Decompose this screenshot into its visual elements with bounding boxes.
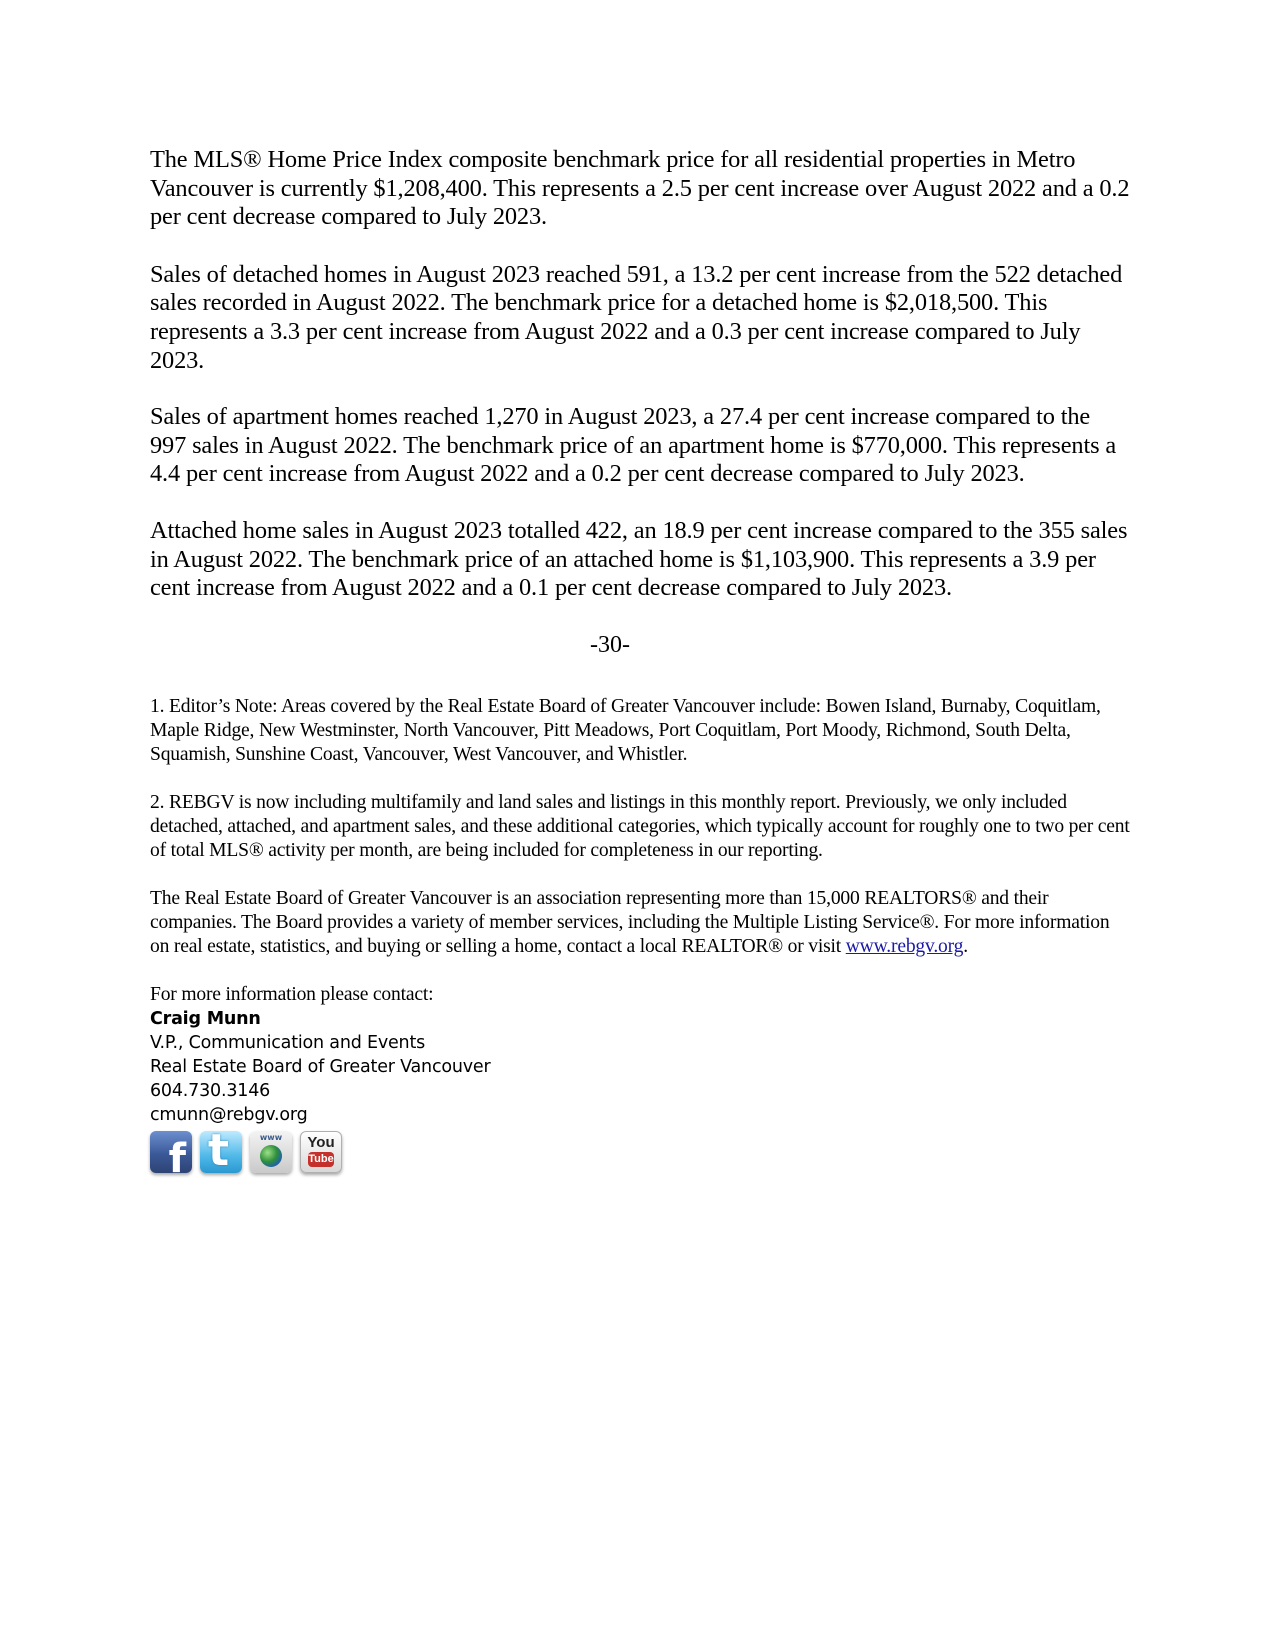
twitter-glyph: t: [208, 1130, 230, 1173]
youtube-icon[interactable]: [300, 1131, 342, 1173]
twitter-icon[interactable]: [200, 1131, 242, 1173]
contact-title: V.P., Communication and Events: [150, 1032, 426, 1053]
apartment-homes-paragraph: Sales of apartment homes reached 1,270 in August 2023, a 27.4 per cent increase compared to the 997 sales in August 2022. The benchmark price of an apartment home is $770,000. This represents a 4.4 per cent increase from August 2022 and a 0.2 per cent decrease compared to July 2023.: [150, 403, 1117, 488]
detached-homes-paragraph: Sales of detached homes in August 2023 reached 591, a 13.2 per cent increase from the 522 detached sales recorded in August 2022. The benchmark price for a detached home is $2,018,500. This represents a 3.3 per cent increase from August 2022 and a 0.3 per cent increase compared to July 2023.: [150, 260, 1123, 374]
attached-homes-paragraph: Attached home sales in August 2023 totalled 422, an 18.9 per cent increase compared to the 355 sales in August 2022. The benchmark price of an attached home is $1,103,900. This represents a 3.9 per cent increase from August 2022 and a 0.1 per cent decrease compared to July 2023.: [150, 516, 1128, 602]
social-links: [150, 1131, 1130, 1173]
about-trailing: .: [963, 935, 968, 957]
contact-phone: 604.730.3146: [150, 1080, 271, 1101]
facebook-icon[interactable]: [150, 1131, 192, 1173]
multifamily-note: 2. REBGV is now including multifamily and land sales and listings in this monthly report. Previously, we only included detached, attached, and apartment sales, and these additional categories, which typically account for roughly one to two per cent of total MLS® activity per month, are being included for completeness in our reporting.: [150, 791, 1130, 861]
about-rebgv: [150, 887, 1130, 959]
end-mark: -30-: [590, 631, 630, 658]
document-page: [150, 146, 1130, 1173]
globe-icon: [260, 1145, 282, 1167]
contact-name: Craig Munn: [150, 1008, 261, 1029]
contact-intro: For more information please contact:: [150, 983, 434, 1005]
website-label: www: [259, 1132, 283, 1142]
facebook-glyph: f: [168, 1135, 186, 1173]
contact-organization: Real Estate Board of Greater Vancouver: [150, 1056, 491, 1077]
youtube-you-text: You: [307, 1133, 335, 1151]
about-text: The Real Estate Board of Greater Vancouver is an association representing more than 15,000 REALTORS® and their companies. The Board provides a variety of member services, including the Multiple Listing Service®. For more information on real estate, statistics, and buying or selling a home, contact a local REALTOR® or visit: [150, 887, 1110, 957]
contact-block: [150, 983, 1130, 1173]
editors-note: 1. Editor’s Note: Areas covered by the Real Estate Board of Greater Vancouver include: Bowen Island, Burnaby, Coquitlam, Maple Ridge, New Westminster, North Vancouver, Pitt Meadows, Port Coquitlam, Port Moody, Richmond, South Delta, Squamish, Sunshine Coast, Vancouver, West Vancouver, and Whistler.: [150, 695, 1101, 765]
contact-email[interactable]: cmunn@rebgv.org: [150, 1104, 308, 1125]
rebgv-website-link[interactable]: www.rebgv.org: [845, 935, 964, 957]
youtube-tube-text: Tube: [308, 1152, 334, 1165]
website-icon[interactable]: [250, 1131, 292, 1173]
composite-benchmark-paragraph: The MLS® Home Price Index composite benchmark price for all residential properties in Metro Vancouver is currently $1,208,400. This represents a 2.5 per cent increase over August 2022 and a 0.2 per cent decrease compared to July 2023.: [150, 146, 1130, 231]
